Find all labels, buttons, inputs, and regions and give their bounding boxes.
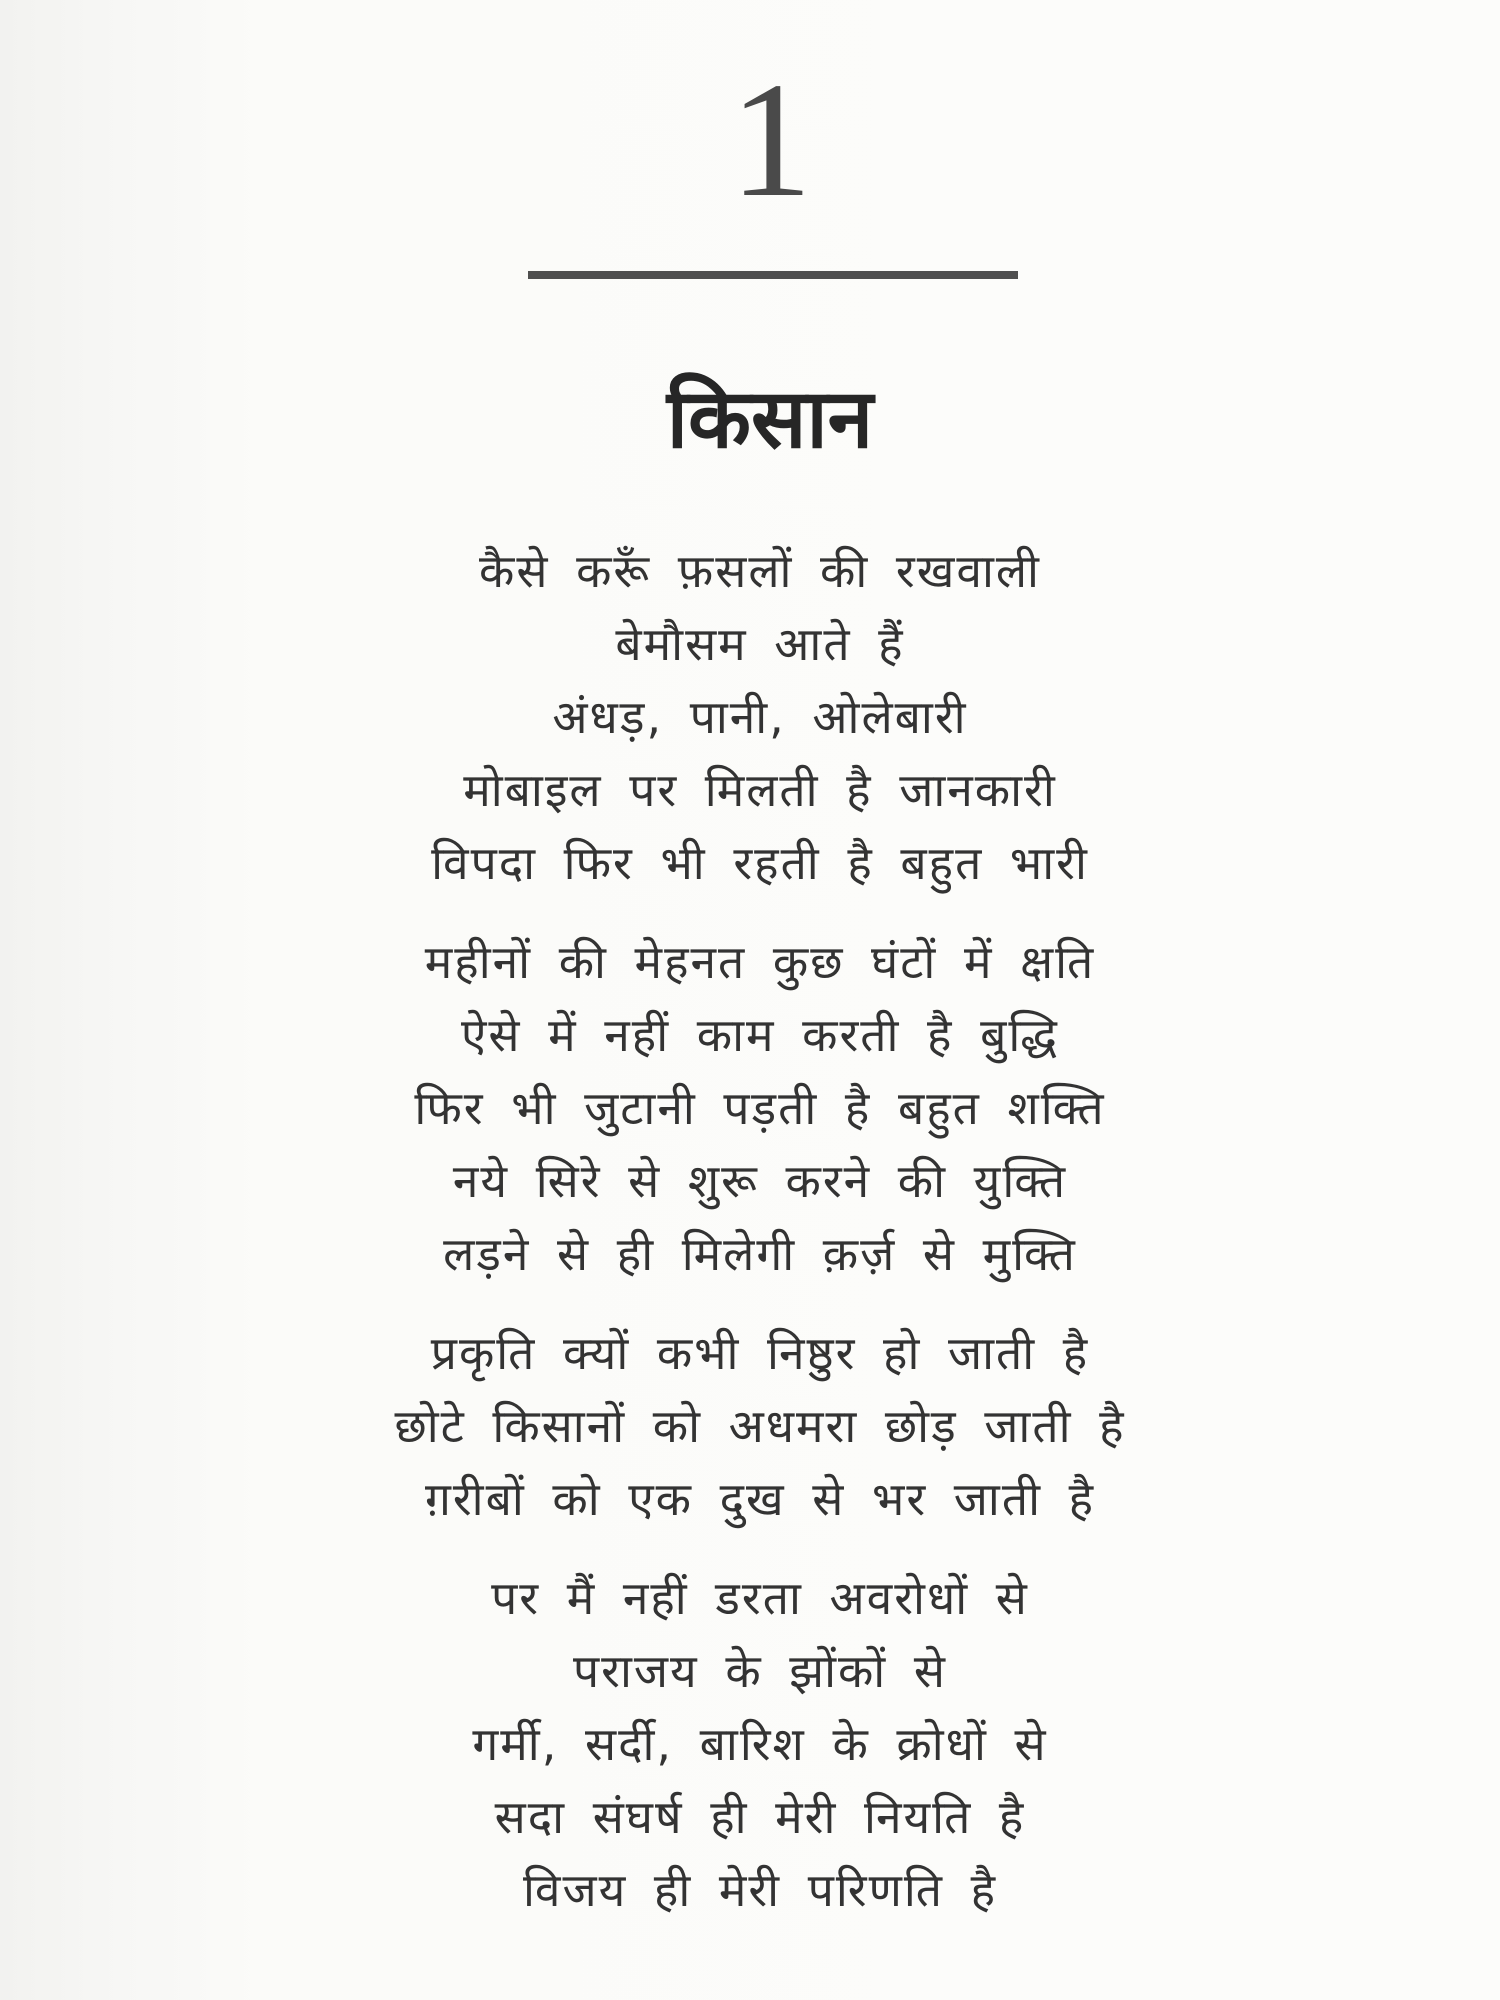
poem-line: प्रकृति क्यों कभी निष्ठुर हो जाती है [430,1326,1090,1380]
stanza-1 [0,535,1500,900]
poem-body [0,535,1500,1927]
chapter-divider [528,271,1018,279]
poem-line: फिर भी जुटानी पड़ती है बहुत शक्ति [414,1081,1106,1135]
stanza-2 [0,926,1500,1291]
poem-line: अंधड़, पानी, ओलेबारी [552,690,968,744]
poem-line: ग़रीबों को एक दुख से भर जाती है [424,1472,1096,1526]
poem-line: महीनों की मेहनत कुछ घंटों में क्षति [424,935,1096,989]
poem-line: विपदा फिर भी रहती है बहुत भारी [431,836,1089,890]
poem-line: नये सिरे से शुरू करने की युक्ति [452,1154,1068,1208]
poem-line: मोबाइल पर मिलती है जानकारी [463,763,1057,817]
stanza-4 [0,1562,1500,1927]
poem-line: पर मैं नहीं डरता अवरोधों से [491,1571,1029,1625]
poem-line: बेमौसम आते हैं [615,617,905,671]
poem-line: पराजय के झोंकों से [573,1644,947,1698]
poem-line: छोटे किसानों को अधमरा छोड़ जाती है [394,1399,1126,1453]
poem-title: किसान [666,372,874,467]
stanza-3 [0,1317,1500,1536]
poem-line: सदा संघर्ष ही मेरी नियति है [494,1790,1026,1844]
poem-line: विजय ही मेरी परिणति है [522,1863,998,1917]
poem-line: गर्मी, सर्दी, बारिश के क्रोधों से [472,1717,1048,1771]
chapter-number: 1 [729,48,811,231]
poem-line: ऐसे में नहीं काम करती है बुद्धि [460,1008,1060,1062]
poem-line: कैसे करूँ फ़सलों की रखवाली [479,544,1041,598]
poem-line: लड़ने से ही मिलेगी क़र्ज़ से मुक्ति [443,1227,1077,1281]
